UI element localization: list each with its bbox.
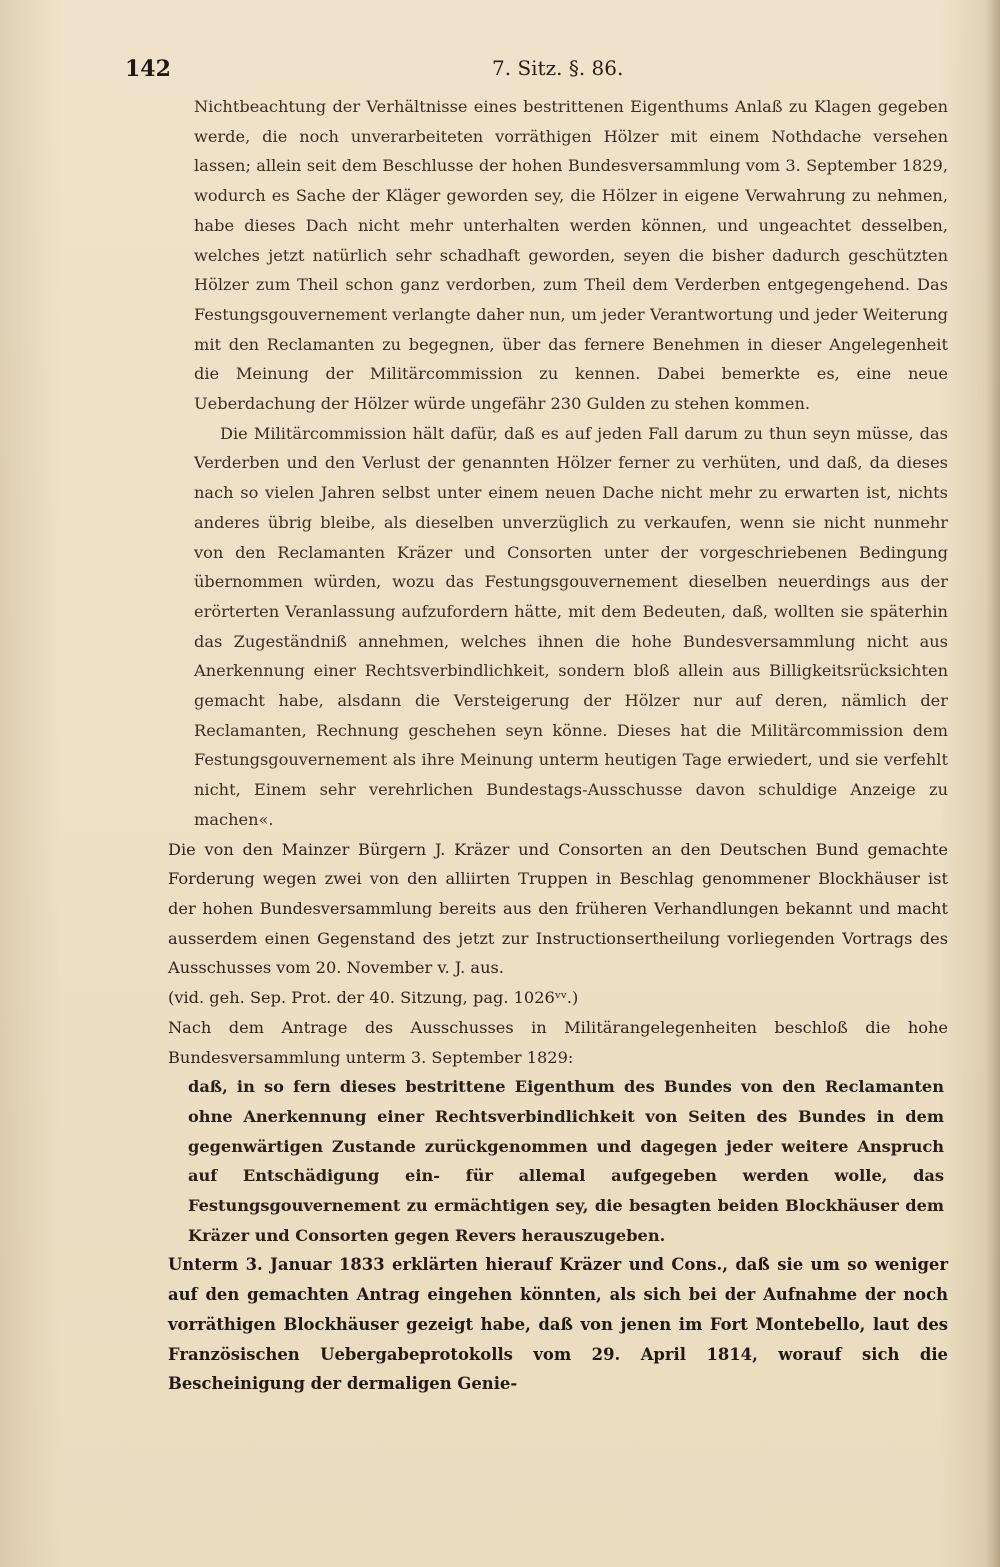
- paragraph-january-1833: Unterm 3. Januar 1833 erklärten hierauf Kräzer und Cons., daß sie um so weniger auf den gemachten Antrag eingehen könnten, als sich bei der Aufnahme der noch vorräthigen Blockhäuser gezeigt habe, daß von jenen im Fort Montebello, laut des Französischen Uebergabeprotokolls vom 29. April 1814, worauf sich die Bescheinigung der dermaligen Genie-: [168, 1255, 948, 1394]
- paragraph-decision: Nach dem Antrage des Ausschusses in Militärangelegenheiten beschloß die hohe Bundesversammlung unterm 3. September 1829:: [168, 1017, 948, 1067]
- quoted-paragraph-1: Nichtbeachtung der Verhältnisse eines bestrittenen Eigenthums Anlaß zu Klagen gegeben werde, die noch unverarbeiteten vorräthigen Hölzer mit einem Nothdache versehen lassen; allein seit dem Beschlusse der hohen Bundesversammlung vom 3. September 1829, wodurch es Sache der Kläger geworden sey, die Hölzer in eigene Verwahrung zu nehmen, habe dieses Dach nicht mehr unterhalten werden können, und ungeachtet desselben, welches jetzt natürlich sehr schadhaft geworden, seyen die bisher dadurch geschützten Hölzer zum Theil schon ganz verdorben, zum Theil dem Verderben entgegengehend. Das Festungsgouvernement verlangte daher nun, um jeder Verantwortung und jeder Weiterung mit den Reclamanten zu begegnen, über das fernere Benehmen in dieser Angelegenheit die Meinung der Militärcommission zu kennen. Dabei bemerkte es, eine neue Ueberdachung der Hölzer würde ungefähr 230 Gulden zu stehen kommen.: [194, 97, 948, 414]
- page-edge-shadow: [986, 0, 1000, 1567]
- body-text: [168, 92, 948, 1399]
- protocol-reference: (vid. geh. Sep. Prot. der 40. Sitzung, pag. 1026ᵛᵛ.): [168, 988, 579, 1008]
- paragraph-claim: Die von den Mainzer Bürgern J. Kräzer und Consorten an den Deutschen Bund gemachte Forderung wegen zwei von den alliirten Truppen in Beschlag genommener Blockhäuser ist der hohen Bundesversammlung bereits aus den früheren Verhandlungen bekannt und macht ausserdem einen Gegenstand des jetzt zur Instructionsertheilung vorliegenden Vortrags des Ausschusses vom 20. November v. J. aus.: [168, 839, 948, 978]
- resolution-text: daß, in so fern dieses bestrittene Eigenthum des Bundes von den Reclamanten ohne Anerkennung einer Rechtsverbindlichkeit von Seiten des Bundes in dem gegenwärtigen Zustande zurückgenommen und dagegen jeder weitere Anspruch auf Entschädigung ein- für allemal aufgegeben werden wolle, das Festungsgouvernement zu ermächtigen sey, die besagten beiden Blockhäuser dem Kräzer und Consorten gegen Revers herauszugeben.: [188, 1077, 944, 1245]
- running-head: 7. Sitz. §. 86.: [492, 56, 624, 80]
- quoted-paragraph-2: Die Militärcommission hält dafür, daß es auf jeden Fall darum zu thun seyn müsse, das Verderben und den Verlust der genannten Hölzer ferner zu verhüten, und daß, da dieses nach so vielen Jahren selbst unter einem neuen Dache nicht mehr zu erwarten ist, nichts anderes übrig bleibe, als dieselben unverzüglich zu verkaufen, wenn sie nicht nunmehr von den Reclamanten Kräzer und Consorten unter der vorgeschriebenen Bedingung übernommen würden, wozu das Festungsgouvernement dieselben neuerdings aus der erörterten Veranlassung aufzufordern hätte, mit dem Bedeuten, daß, wollten sie späterhin das Zugeständniß annehmen, welches ihnen die hohe Bundesversammlung nicht aus Anerkennung einer Rechtsverbindlichkeit, sondern bloß allein aus Billigkeitsrücksichten gemacht habe, alsdann die Versteigerung der Hölzer nur auf deren, nämlich der Reclamanten, Rechnung geschehen seyn könne. Dieses hat die Militärcommission dem Festungsgouvernement als ihre Meinung unterm heutigen Tage erwiedert, und sie verfehlt nicht, Einem sehr verehrlichen Bundestags-Ausschusse davon schuldige Anzeige zu machen«.: [194, 423, 948, 829]
- page-number: 142: [125, 56, 171, 82]
- page-header: [120, 56, 920, 92]
